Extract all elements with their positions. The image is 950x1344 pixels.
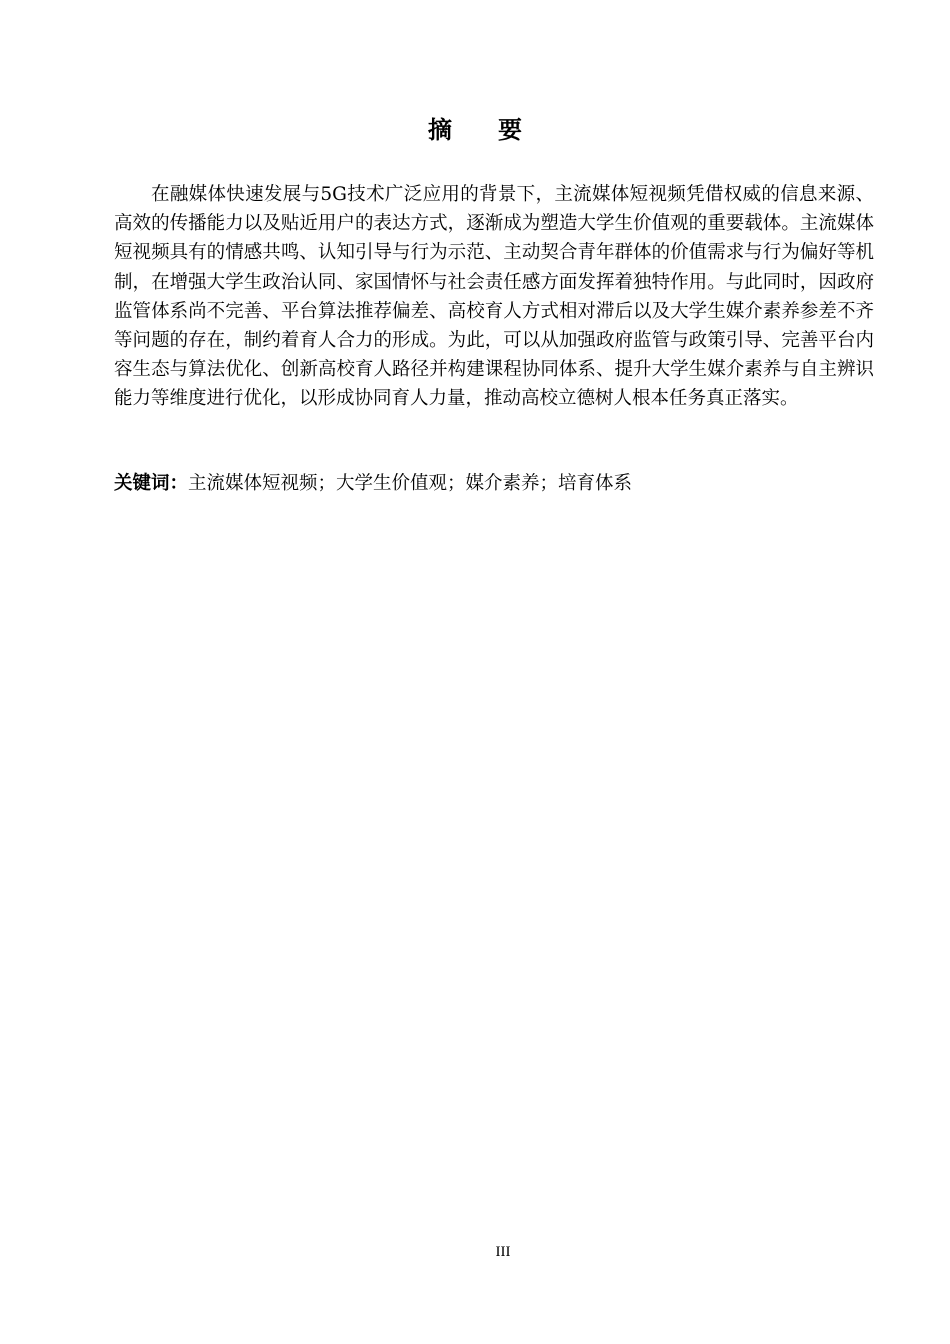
title-char-1: 摘 [428,116,452,144]
keywords-text: 主流媒体短视频；大学生价值观；媒介素养；培育体系 [188,473,633,494]
abstract-body [114,180,874,414]
page-number: III [495,1244,511,1260]
keywords-line [114,469,874,498]
title-char-2: 要 [498,116,522,144]
abstract-paragraph: 在融媒体快速发展与5G技术广泛应用的背景下，主流媒体短视频凭借权威的信息来源、高效的传播能力以及贴近用户的表达方式，逐渐成为塑造大学生价值观的重要载体。主流媒体短视频具有的情感共鸣、认知引导与行为示范、主动契合青年群体的价值需求与行为偏好等机制，在增强大学生政治认同、家国情怀与社会责任感方面发挥着独特作用。与此同时，因政府监管体系尚不完善、平台算法推荐偏差、高校育人方式相对滞后以及大学生媒介素养参差不齐等问题的存在，制约着育人合力的形成。为此，可以从加强政府监管与政策引导、完善平台内容生态与算法优化、创新高校育人路径并构建课程协同体系、提升大学生媒介素养与自主辨识能力等维度进行优化，以形成协同育人力量，推动高校立德树人根本任务真正落实。 [114,184,874,410]
abstract-title [0,112,950,148]
keywords-label: 关键词： [114,473,189,494]
